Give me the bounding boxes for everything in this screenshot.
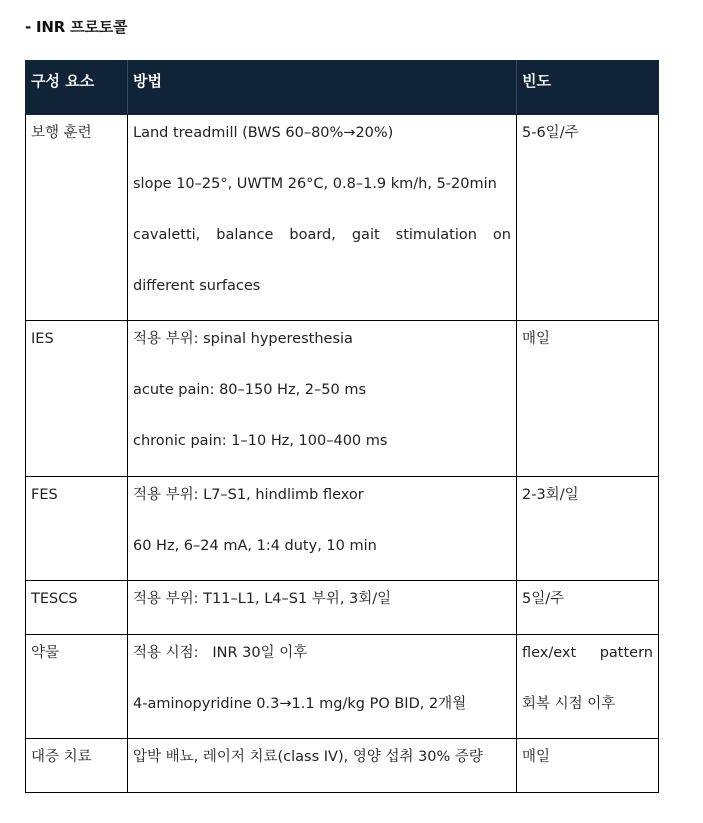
table-row (26, 635, 659, 739)
header-method: 방법 (128, 61, 517, 115)
frequency-cell (517, 739, 659, 793)
frequency-cell (517, 635, 659, 739)
table-row (26, 321, 659, 477)
method-line: Land treadmill (BWS 60–80%→20%) (133, 125, 394, 141)
frequency-line: flex/ext pattern (522, 645, 653, 661)
frequency-line: 5-6일/주 (522, 125, 579, 141)
method-line: slope 10–25°, UWTM 26°C, 0.8–1.9 km/h, 5-20min (133, 176, 497, 192)
component-cell: 약물 (26, 635, 128, 739)
component-cell: 보행 훈련 (26, 115, 128, 321)
header-component: 구성 요소 (26, 61, 128, 115)
header-frequency: 빈도 (517, 61, 659, 115)
method-line: chronic pain: 1–10 Hz, 100–400 ms (133, 433, 388, 449)
frequency-line: 2-3회/일 (522, 487, 579, 503)
component-cell: FES (26, 477, 128, 581)
table-row (26, 581, 659, 635)
method-cell (128, 321, 517, 477)
method-line: 압박 배뇨, 레이저 치료(class IV), 영양 섭취 30% 증량 (133, 749, 483, 765)
table-row (26, 477, 659, 581)
frequency-cell (517, 477, 659, 581)
method-line: 적용 부위: T11–L1, L4–S1 부위, 3회/일 (133, 591, 392, 607)
method-line: 적용 시점: INR 30일 이후 (133, 645, 308, 661)
method-line: cavaletti, balance board, gait stimulation on (133, 227, 511, 243)
frequency-cell (517, 581, 659, 635)
table-row (26, 739, 659, 793)
component-cell: 대증 치료 (26, 739, 128, 793)
method-cell (128, 581, 517, 635)
method-cell (128, 635, 517, 739)
method-line: 적용 부위: L7–S1, hindlimb flexor (133, 487, 364, 503)
frequency-line: 매일 (522, 749, 551, 765)
method-line: 60 Hz, 6–24 mA, 1:4 duty, 10 min (133, 538, 377, 554)
method-cell (128, 477, 517, 581)
component-cell: TESCS (26, 581, 128, 635)
method-cell (128, 115, 517, 321)
method-cell (128, 739, 517, 793)
method-line: 4-aminopyridine 0.3→1.1 mg/kg PO BID, 2개월 (133, 696, 467, 712)
frequency-cell (517, 115, 659, 321)
frequency-line: 5일/주 (522, 591, 565, 607)
page-title: - INR 프로토콜 (25, 18, 128, 36)
frequency-line: 매일 (522, 331, 551, 347)
method-line: 적용 부위: spinal hyperesthesia (133, 331, 353, 347)
component-cell: IES (26, 321, 128, 477)
method-line: different surfaces (133, 278, 261, 294)
table-header-row (26, 61, 659, 115)
table-row (26, 115, 659, 321)
method-line: acute pain: 80–150 Hz, 2–50 ms (133, 382, 366, 398)
protocol-table (25, 60, 659, 793)
frequency-cell (517, 321, 659, 477)
frequency-line: 회복 시점 이후 (522, 696, 616, 712)
